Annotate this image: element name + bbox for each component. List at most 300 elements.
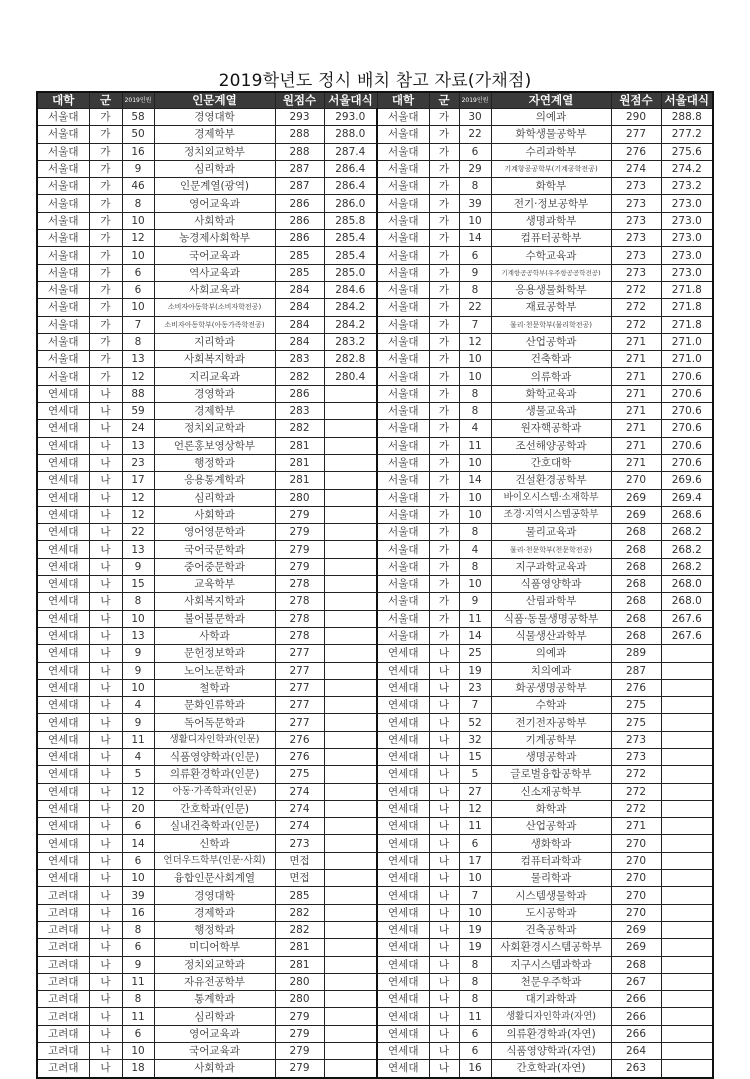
right-university-cell: 연세대 bbox=[377, 921, 429, 938]
right-department-cell: 산업공학과 bbox=[491, 333, 611, 350]
left-group-cell: 나 bbox=[89, 662, 122, 679]
left-raw-score-cell: 279 bbox=[275, 558, 324, 575]
table-row bbox=[37, 333, 713, 350]
table-row bbox=[37, 541, 713, 558]
left-quota-cell: 6 bbox=[122, 939, 154, 956]
left-group-cell: 나 bbox=[89, 524, 122, 541]
left-university-cell: 연세대 bbox=[37, 870, 89, 887]
left-group-cell: 가 bbox=[89, 264, 122, 281]
left-group-cell: 나 bbox=[89, 627, 122, 644]
table-row bbox=[37, 230, 713, 247]
right-group-cell: 나 bbox=[429, 662, 459, 679]
left-university-cell: 서울대 bbox=[37, 281, 89, 298]
right-university-cell: 연세대 bbox=[377, 870, 429, 887]
right-department-cell: 지구과학교육과 bbox=[491, 558, 611, 575]
left-quota-cell: 8 bbox=[122, 921, 154, 938]
left-department-cell: 정치외교학부 bbox=[154, 143, 275, 160]
right-raw-score-cell: 266 bbox=[611, 991, 661, 1008]
right-university-cell: 연세대 bbox=[377, 714, 429, 731]
right-quota-cell: 4 bbox=[459, 541, 491, 558]
right-group-cell: 나 bbox=[429, 973, 459, 990]
left-department-cell: 사회교육과 bbox=[154, 281, 275, 298]
left-university-cell: 고려대 bbox=[37, 1025, 89, 1042]
left-raw-score-cell: 280 bbox=[275, 489, 324, 506]
table-row bbox=[37, 351, 713, 368]
right-raw-score-cell: 272 bbox=[611, 299, 661, 316]
left-group-cell: 가 bbox=[89, 178, 122, 195]
right-raw-score-cell: 273 bbox=[611, 731, 661, 748]
right-department-cell: 신소재공학부 bbox=[491, 783, 611, 800]
left-raw-score-cell: 274 bbox=[275, 783, 324, 800]
left-university-cell: 연세대 bbox=[37, 783, 89, 800]
left-raw-score-cell: 279 bbox=[275, 506, 324, 523]
left-quota-cell: 9 bbox=[122, 160, 154, 177]
left-group-cell: 나 bbox=[89, 835, 122, 852]
left-university-cell: 서울대 bbox=[37, 247, 89, 264]
right-snu-score-cell: 268.2 bbox=[661, 524, 713, 541]
right-raw-score-cell: 272 bbox=[611, 281, 661, 298]
table-row bbox=[37, 420, 713, 437]
left-raw-score-cell: 279 bbox=[275, 1025, 324, 1042]
right-group-cell: 가 bbox=[429, 420, 459, 437]
table-row bbox=[37, 627, 713, 644]
right-department-cell: 식물생산과학부 bbox=[491, 627, 611, 644]
left-department-cell: 언론홍보영상학부 bbox=[154, 437, 275, 454]
left-snu-score-cell bbox=[324, 887, 377, 904]
right-quota-cell: 22 bbox=[459, 299, 491, 316]
right-quota-cell: 14 bbox=[459, 627, 491, 644]
right-department-cell: 기계항공공학부(기계공학전공) bbox=[491, 160, 611, 177]
right-snu-score-cell bbox=[661, 835, 713, 852]
left-group-cell: 나 bbox=[89, 679, 122, 696]
left-snu-score-cell bbox=[324, 558, 377, 575]
right-department-cell: 사회환경시스템공학부 bbox=[491, 939, 611, 956]
left-quota-cell: 12 bbox=[122, 783, 154, 800]
left-department-cell: 국어국문학과 bbox=[154, 541, 275, 558]
left-department-cell: 미디어학부 bbox=[154, 939, 275, 956]
left-snu-score-cell: 288.0 bbox=[324, 126, 377, 143]
left-university-cell: 고려대 bbox=[37, 973, 89, 990]
left-department-cell: 국어교육과 bbox=[154, 247, 275, 264]
left-university-cell: 고려대 bbox=[37, 991, 89, 1008]
left-university-cell: 고려대 bbox=[37, 956, 89, 973]
table-row bbox=[37, 403, 713, 420]
right-group-cell: 가 bbox=[429, 281, 459, 298]
left-group-cell: 나 bbox=[89, 593, 122, 610]
left-quota-cell: 6 bbox=[122, 1025, 154, 1042]
left-quota-cell: 50 bbox=[122, 126, 154, 143]
right-group-cell: 가 bbox=[429, 212, 459, 229]
left-university-cell: 연세대 bbox=[37, 403, 89, 420]
right-university-cell: 서울대 bbox=[377, 489, 429, 506]
table-row bbox=[37, 247, 713, 264]
right-department-cell: 화학부 bbox=[491, 178, 611, 195]
right-snu-score-cell bbox=[661, 818, 713, 835]
left-raw-score-cell: 281 bbox=[275, 939, 324, 956]
right-university-cell: 서울대 bbox=[377, 299, 429, 316]
right-department-cell: 전기·정보공학부 bbox=[491, 195, 611, 212]
table-row bbox=[37, 195, 713, 212]
header-raw-score: 원점수 bbox=[275, 92, 324, 109]
left-group-cell: 나 bbox=[89, 714, 122, 731]
left-department-cell: 간호학과(인문) bbox=[154, 800, 275, 817]
left-quota-cell: 10 bbox=[122, 610, 154, 627]
table-row bbox=[37, 1043, 713, 1060]
right-snu-score-cell: 273.0 bbox=[661, 247, 713, 264]
right-raw-score-cell: 268 bbox=[611, 524, 661, 541]
right-group-cell: 가 bbox=[429, 524, 459, 541]
right-group-cell: 나 bbox=[429, 1008, 459, 1025]
left-raw-score-cell: 281 bbox=[275, 956, 324, 973]
left-department-cell: 경제학부 bbox=[154, 126, 275, 143]
right-university-cell: 연세대 bbox=[377, 766, 429, 783]
table-row bbox=[37, 489, 713, 506]
left-university-cell: 연세대 bbox=[37, 766, 89, 783]
right-snu-score-cell bbox=[661, 731, 713, 748]
left-department-cell: 사회학과 bbox=[154, 506, 275, 523]
right-snu-score-cell bbox=[661, 697, 713, 714]
right-quota-cell: 6 bbox=[459, 1043, 491, 1060]
right-university-cell: 연세대 bbox=[377, 748, 429, 765]
right-snu-score-cell: 270.6 bbox=[661, 454, 713, 471]
left-snu-score-cell: 284.6 bbox=[324, 281, 377, 298]
right-university-cell: 서울대 bbox=[377, 368, 429, 385]
left-quota-cell: 23 bbox=[122, 454, 154, 471]
right-university-cell: 연세대 bbox=[377, 800, 429, 817]
left-quota-cell: 9 bbox=[122, 645, 154, 662]
right-raw-score-cell: 268 bbox=[611, 956, 661, 973]
left-group-cell: 나 bbox=[89, 887, 122, 904]
left-quota-cell: 8 bbox=[122, 991, 154, 1008]
left-quota-cell: 8 bbox=[122, 593, 154, 610]
left-snu-score-cell bbox=[324, 748, 377, 765]
right-quota-cell: 10 bbox=[459, 212, 491, 229]
table-row bbox=[37, 800, 713, 817]
right-quota-cell: 19 bbox=[459, 662, 491, 679]
right-department-cell: 생물교육과 bbox=[491, 403, 611, 420]
left-group-cell: 나 bbox=[89, 939, 122, 956]
right-raw-score-cell: 290 bbox=[611, 109, 661, 126]
table-row bbox=[37, 368, 713, 385]
right-snu-score-cell bbox=[661, 939, 713, 956]
left-raw-score-cell: 286 bbox=[275, 230, 324, 247]
table-row bbox=[37, 991, 713, 1008]
right-university-cell: 연세대 bbox=[377, 731, 429, 748]
right-department-cell: 의류환경학과(자연) bbox=[491, 1025, 611, 1042]
right-snu-score-cell: 271.8 bbox=[661, 299, 713, 316]
left-snu-score-cell bbox=[324, 904, 377, 921]
right-quota-cell: 10 bbox=[459, 506, 491, 523]
right-snu-score-cell bbox=[661, 870, 713, 887]
right-snu-score-cell: 268.2 bbox=[661, 558, 713, 575]
left-group-cell: 가 bbox=[89, 160, 122, 177]
right-snu-score-cell bbox=[661, 973, 713, 990]
left-group-cell: 가 bbox=[89, 212, 122, 229]
right-group-cell: 가 bbox=[429, 610, 459, 627]
left-group-cell: 가 bbox=[89, 230, 122, 247]
table-row bbox=[37, 921, 713, 938]
right-quota-cell: 9 bbox=[459, 593, 491, 610]
right-university-cell: 연세대 bbox=[377, 1043, 429, 1060]
right-raw-score-cell: 273 bbox=[611, 230, 661, 247]
left-snu-score-cell bbox=[324, 818, 377, 835]
right-raw-score-cell: 268 bbox=[611, 627, 661, 644]
left-university-cell: 고려대 bbox=[37, 904, 89, 921]
right-group-cell: 나 bbox=[429, 887, 459, 904]
left-department-cell: 경영학과 bbox=[154, 385, 275, 402]
right-quota-cell: 22 bbox=[459, 126, 491, 143]
right-quota-cell: 7 bbox=[459, 697, 491, 714]
left-university-cell: 서울대 bbox=[37, 299, 89, 316]
left-snu-score-cell bbox=[324, 645, 377, 662]
left-snu-score-cell: 285.8 bbox=[324, 212, 377, 229]
left-university-cell: 서울대 bbox=[37, 195, 89, 212]
right-raw-score-cell: 272 bbox=[611, 316, 661, 333]
table-row bbox=[37, 973, 713, 990]
right-raw-score-cell: 275 bbox=[611, 697, 661, 714]
left-snu-score-cell bbox=[324, 593, 377, 610]
right-department-cell: 물리·천문학부(천문학전공) bbox=[491, 541, 611, 558]
right-group-cell: 가 bbox=[429, 627, 459, 644]
left-group-cell: 가 bbox=[89, 143, 122, 160]
left-quota-cell: 6 bbox=[122, 852, 154, 869]
left-quota-cell: 10 bbox=[122, 679, 154, 696]
left-quota-cell: 59 bbox=[122, 403, 154, 420]
left-raw-score-cell: 274 bbox=[275, 800, 324, 817]
left-department-cell: 응용통계학과 bbox=[154, 472, 275, 489]
right-department-cell: 수학교육과 bbox=[491, 247, 611, 264]
right-department-cell: 건축학과 bbox=[491, 351, 611, 368]
left-quota-cell: 9 bbox=[122, 558, 154, 575]
left-quota-cell: 18 bbox=[122, 1060, 154, 1078]
table-row bbox=[37, 662, 713, 679]
left-snu-score-cell: 282.8 bbox=[324, 351, 377, 368]
right-snu-score-cell bbox=[661, 800, 713, 817]
left-quota-cell: 10 bbox=[122, 870, 154, 887]
left-quota-cell: 6 bbox=[122, 818, 154, 835]
right-department-cell: 건축공학과 bbox=[491, 921, 611, 938]
left-group-cell: 나 bbox=[89, 852, 122, 869]
left-university-cell: 고려대 bbox=[37, 1060, 89, 1078]
left-raw-score-cell: 288 bbox=[275, 126, 324, 143]
left-quota-cell: 88 bbox=[122, 385, 154, 402]
left-quota-cell: 10 bbox=[122, 299, 154, 316]
left-university-cell: 연세대 bbox=[37, 472, 89, 489]
left-department-cell: 영어교육과 bbox=[154, 195, 275, 212]
table-row bbox=[37, 714, 713, 731]
left-department-cell: 소비자아동학부(아동가족학전공) bbox=[154, 316, 275, 333]
left-group-cell: 나 bbox=[89, 991, 122, 1008]
right-snu-score-cell bbox=[661, 887, 713, 904]
header-snu-score: 서울대식 bbox=[661, 92, 713, 109]
left-snu-score-cell bbox=[324, 489, 377, 506]
table-row bbox=[37, 870, 713, 887]
right-quota-cell: 8 bbox=[459, 403, 491, 420]
right-group-cell: 가 bbox=[429, 126, 459, 143]
right-snu-score-cell: 273.0 bbox=[661, 230, 713, 247]
table-row bbox=[37, 904, 713, 921]
right-raw-score-cell: 270 bbox=[611, 472, 661, 489]
left-group-cell: 나 bbox=[89, 904, 122, 921]
left-quota-cell: 14 bbox=[122, 835, 154, 852]
left-quota-cell: 10 bbox=[122, 247, 154, 264]
left-snu-score-cell bbox=[324, 973, 377, 990]
left-university-cell: 서울대 bbox=[37, 264, 89, 281]
right-quota-cell: 14 bbox=[459, 472, 491, 489]
right-snu-score-cell: 275.6 bbox=[661, 143, 713, 160]
left-raw-score-cell: 280 bbox=[275, 973, 324, 990]
table-row bbox=[37, 748, 713, 765]
right-department-cell: 간호학과(자연) bbox=[491, 1060, 611, 1078]
left-university-cell: 연세대 bbox=[37, 420, 89, 437]
right-quota-cell: 6 bbox=[459, 835, 491, 852]
left-raw-score-cell: 293 bbox=[275, 109, 324, 126]
right-raw-score-cell: 270 bbox=[611, 835, 661, 852]
left-raw-score-cell: 276 bbox=[275, 731, 324, 748]
right-snu-score-cell: 273.2 bbox=[661, 178, 713, 195]
left-snu-score-cell bbox=[324, 991, 377, 1008]
right-university-cell: 연세대 bbox=[377, 1060, 429, 1078]
left-snu-score-cell bbox=[324, 524, 377, 541]
left-university-cell: 서울대 bbox=[37, 333, 89, 350]
left-quota-cell: 8 bbox=[122, 195, 154, 212]
right-snu-score-cell bbox=[661, 662, 713, 679]
left-university-cell: 서울대 bbox=[37, 368, 89, 385]
right-quota-cell: 12 bbox=[459, 800, 491, 817]
table-row bbox=[37, 385, 713, 402]
right-quota-cell: 32 bbox=[459, 731, 491, 748]
left-raw-score-cell: 277 bbox=[275, 662, 324, 679]
right-snu-score-cell bbox=[661, 783, 713, 800]
left-university-cell: 연세대 bbox=[37, 541, 89, 558]
left-department-cell: 불어불문학과 bbox=[154, 610, 275, 627]
left-snu-score-cell: 286.0 bbox=[324, 195, 377, 212]
right-snu-score-cell bbox=[661, 921, 713, 938]
left-group-cell: 나 bbox=[89, 420, 122, 437]
left-snu-score-cell bbox=[324, 679, 377, 696]
left-raw-score-cell: 277 bbox=[275, 679, 324, 696]
right-department-cell: 수학과 bbox=[491, 697, 611, 714]
left-department-cell: 역사교육과 bbox=[154, 264, 275, 281]
left-raw-score-cell: 274 bbox=[275, 818, 324, 835]
left-snu-score-cell bbox=[324, 454, 377, 471]
left-department-cell: 자유전공학부 bbox=[154, 973, 275, 990]
left-quota-cell: 8 bbox=[122, 333, 154, 350]
left-snu-score-cell bbox=[324, 472, 377, 489]
right-snu-score-cell bbox=[661, 1043, 713, 1060]
left-group-cell: 나 bbox=[89, 454, 122, 471]
right-department-cell: 생화학과 bbox=[491, 835, 611, 852]
right-department-cell: 컴퓨터과학과 bbox=[491, 852, 611, 869]
left-university-cell: 서울대 bbox=[37, 351, 89, 368]
right-group-cell: 나 bbox=[429, 939, 459, 956]
table-row bbox=[37, 160, 713, 177]
right-quota-cell: 8 bbox=[459, 281, 491, 298]
right-snu-score-cell: 270.6 bbox=[661, 420, 713, 437]
left-quota-cell: 11 bbox=[122, 731, 154, 748]
left-raw-score-cell: 285 bbox=[275, 247, 324, 264]
right-department-cell: 시스템생물학과 bbox=[491, 887, 611, 904]
left-snu-score-cell: 285.4 bbox=[324, 230, 377, 247]
right-group-cell: 가 bbox=[429, 333, 459, 350]
left-raw-score-cell: 286 bbox=[275, 385, 324, 402]
right-department-cell: 의예과 bbox=[491, 645, 611, 662]
right-raw-score-cell: 266 bbox=[611, 1008, 661, 1025]
header-quota: 2019인원 bbox=[459, 92, 491, 109]
right-group-cell: 가 bbox=[429, 109, 459, 126]
right-raw-score-cell: 276 bbox=[611, 679, 661, 696]
left-university-cell: 서울대 bbox=[37, 178, 89, 195]
right-university-cell: 연세대 bbox=[377, 783, 429, 800]
table-row bbox=[37, 264, 713, 281]
right-snu-score-cell bbox=[661, 766, 713, 783]
left-raw-score-cell: 287 bbox=[275, 160, 324, 177]
right-raw-score-cell: 273 bbox=[611, 748, 661, 765]
right-group-cell: 나 bbox=[429, 714, 459, 731]
right-department-cell: 컴퓨터공학부 bbox=[491, 230, 611, 247]
left-group-cell: 나 bbox=[89, 748, 122, 765]
left-group-cell: 나 bbox=[89, 956, 122, 973]
table-row bbox=[37, 645, 713, 662]
right-department-cell: 산림과학부 bbox=[491, 593, 611, 610]
left-department-cell: 사회학과 bbox=[154, 212, 275, 229]
right-quota-cell: 6 bbox=[459, 247, 491, 264]
right-university-cell: 서울대 bbox=[377, 281, 429, 298]
right-quota-cell: 23 bbox=[459, 679, 491, 696]
left-snu-score-cell bbox=[324, 437, 377, 454]
right-raw-score-cell: 269 bbox=[611, 506, 661, 523]
right-quota-cell: 6 bbox=[459, 1025, 491, 1042]
right-university-cell: 서울대 bbox=[377, 247, 429, 264]
left-snu-score-cell: 286.4 bbox=[324, 178, 377, 195]
right-raw-score-cell: 275 bbox=[611, 714, 661, 731]
left-raw-score-cell: 279 bbox=[275, 524, 324, 541]
right-raw-score-cell: 271 bbox=[611, 420, 661, 437]
right-raw-score-cell: 272 bbox=[611, 800, 661, 817]
header-university: 대학 bbox=[377, 92, 429, 109]
left-quota-cell: 4 bbox=[122, 748, 154, 765]
left-snu-score-cell bbox=[324, 783, 377, 800]
right-quota-cell: 6 bbox=[459, 143, 491, 160]
right-snu-score-cell: 269.4 bbox=[661, 489, 713, 506]
right-quota-cell: 15 bbox=[459, 748, 491, 765]
left-group-cell: 가 bbox=[89, 368, 122, 385]
right-group-cell: 나 bbox=[429, 818, 459, 835]
left-university-cell: 연세대 bbox=[37, 454, 89, 471]
left-department-cell: 노어노문학과 bbox=[154, 662, 275, 679]
table-row bbox=[37, 178, 713, 195]
right-group-cell: 나 bbox=[429, 766, 459, 783]
right-snu-score-cell: 271.0 bbox=[661, 333, 713, 350]
left-group-cell: 나 bbox=[89, 921, 122, 938]
right-snu-score-cell: 277.2 bbox=[661, 126, 713, 143]
right-university-cell: 서울대 bbox=[377, 264, 429, 281]
right-university-cell: 연세대 bbox=[377, 887, 429, 904]
left-quota-cell: 12 bbox=[122, 506, 154, 523]
right-quota-cell: 8 bbox=[459, 991, 491, 1008]
right-quota-cell: 12 bbox=[459, 333, 491, 350]
left-quota-cell: 12 bbox=[122, 368, 154, 385]
left-group-cell: 나 bbox=[89, 472, 122, 489]
right-department-cell: 기계항공공학부(우주항공공학전공) bbox=[491, 264, 611, 281]
left-raw-score-cell: 277 bbox=[275, 697, 324, 714]
right-department-cell: 의예과 bbox=[491, 109, 611, 126]
table-row bbox=[37, 766, 713, 783]
right-group-cell: 가 bbox=[429, 385, 459, 402]
left-snu-score-cell bbox=[324, 420, 377, 437]
left-snu-score-cell: 284.2 bbox=[324, 316, 377, 333]
right-quota-cell: 25 bbox=[459, 645, 491, 662]
